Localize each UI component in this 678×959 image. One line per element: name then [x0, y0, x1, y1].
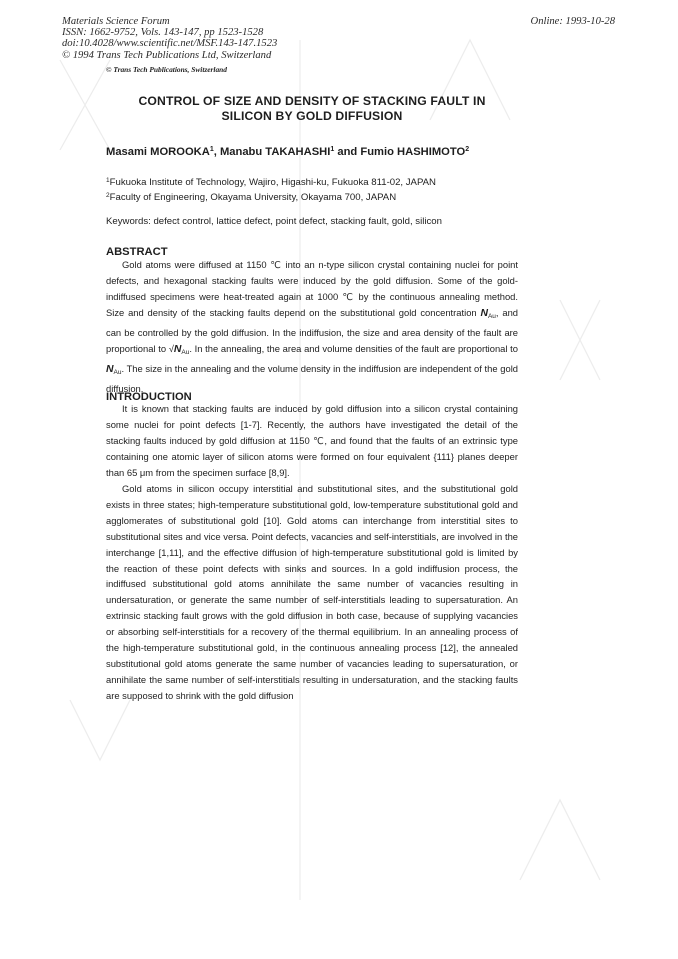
abstract-paragraph [106, 257, 518, 397]
abstract-text: Gold atoms were diffused at 1150 ℃ into an n-type silicon crystal containing nuclei for point defects, and hexagonal stacking faults were induced by the gold diffusion. Some of the gold-indiffused specimens were heat-treated again at 1000 ℃ by the continuous annealing method. Size and density of the stacking faults depend on the substitutional gold concentration [106, 259, 518, 318]
online-date: Online: 1993-10-28 [530, 16, 615, 27]
symbol-subscript: Au [113, 368, 122, 376]
title-line: SILICON BY GOLD DIFFUSION [221, 109, 403, 123]
publisher-note: © Trans Tech Publications, Switzerland [106, 65, 227, 74]
author-list [106, 146, 526, 158]
journal-name: Materials Science Forum [62, 16, 170, 27]
symbol-letter: N [106, 363, 114, 375]
gold-concentration-symbol [480, 308, 495, 319]
symbol-letter: N [173, 343, 182, 355]
abstract-text: , and can be controlled by the gold diffusion. In the indiffusion, the size and area density of the fault are proportional to √ [106, 306, 518, 354]
doi-line[interactable]: doi:10.4028/www.scientific.net/MSF.143-147.1523 [62, 38, 278, 50]
symbol-letter: N [480, 307, 488, 319]
keywords: Keywords: defect control, lattice defect, point defect, stacking fault, gold, silicon [106, 216, 442, 227]
journal-header [62, 16, 362, 61]
author-name: Masami MOROOKA [106, 146, 210, 158]
affiliation-mark: 1 [330, 146, 335, 153]
affiliation-mark: 2 [106, 192, 110, 199]
introduction-paragraph: It is known that stacking faults are induced by gold diffusion into a silicon crystal containing some nuclei for point defects [1-7]. Recently, the authors have investigated the detail of the stacking faults induced by gold diffusion at 1150 ℃, and found that the faults of an extrinsic type containing one atomic layer of silicon atoms were formed on four equivalent {111} planes deeper than 65 μm from the specimen surface [8,9]. [106, 403, 518, 478]
affiliation-text: Fukuoka Institute of Technology, Wajiro, Higashi-ku, Fukuoka 811-02, JAPAN [109, 177, 436, 188]
abstract-heading: ABSTRACT [106, 246, 168, 258]
author-separator: and [334, 146, 361, 158]
affiliation-mark: 1 [209, 146, 214, 153]
gold-concentration-symbol [174, 344, 189, 355]
copyright-line: © 1994 Trans Tech Publications Ltd, Switzerland [62, 49, 272, 61]
author-separator: , [213, 146, 220, 158]
affiliation-mark: 1 [106, 177, 110, 184]
issn-line: ISSN: 1662-9752, Vols. 143-147, pp 1523-1528 [62, 27, 264, 39]
affiliation [106, 177, 526, 188]
symbol-subscript: Au [487, 312, 496, 320]
abstract-text: . In the annealing, the area and volume densities of the fault are proportional to [189, 342, 519, 354]
title-line: CONTROL OF SIZE AND DENSITY OF STACKING FAULT IN [138, 94, 486, 108]
affiliation [106, 192, 526, 203]
abstract-text: . The size in the annealing and the volume density in the indiffusion are independent of the gold diffusion. [106, 362, 518, 394]
introduction-body [106, 401, 518, 704]
symbol-subscript: Au [181, 348, 190, 356]
paper-title [106, 94, 518, 124]
abstract-body [106, 257, 518, 397]
author-name: Manabu TAKAHASHI [219, 146, 331, 158]
affiliation-mark: 2 [465, 146, 470, 153]
introduction-heading: INTRODUCTION [106, 391, 192, 403]
affiliation-text: Faculty of Engineering, Okayama University, Okayama 700, JAPAN [109, 192, 397, 203]
introduction-paragraph: Gold atoms in silicon occupy interstitial and substitutional sites, and the substitutional gold exists in three states; high-temperature substitutional gold, low-temperature substitutional gold and agglomerates of substitutional gold [10]. Gold atoms can interchange from interstitial sites to substitutional sites and vice versa. Point defects, vacancies and self-interstitials, are involved in the interchange [1,11], and the effective diffusion of high-temperature substitutional gold is limited by the reaction of these point defects with sinks and sources. In a gold indiffusion process, the indiffused substitutional gold atoms annihilate the same number of vacancies resulting in undersaturation, or generate the same number of self-interstitials leading to supersaturation. An extrinsic stacking fault grows with the gold diffusion in both case, because of supplying vacancies or absorbing self-interstitials for a recovery of the thermal equilibrium. In an annealing process of the high-temperature substitutional gold, in the continuous annealing process [12], the annealed substitutional gold atoms generate the same number of vacancies leading to supersaturation, or annihilate the same number of self-interstitials resulting in undersaturation, and the stacking faults are supposed to shrink with the gold diffusion [106, 482, 518, 702]
gold-concentration-symbol [106, 364, 121, 375]
author-name: Fumio HASHIMOTO [360, 146, 466, 158]
